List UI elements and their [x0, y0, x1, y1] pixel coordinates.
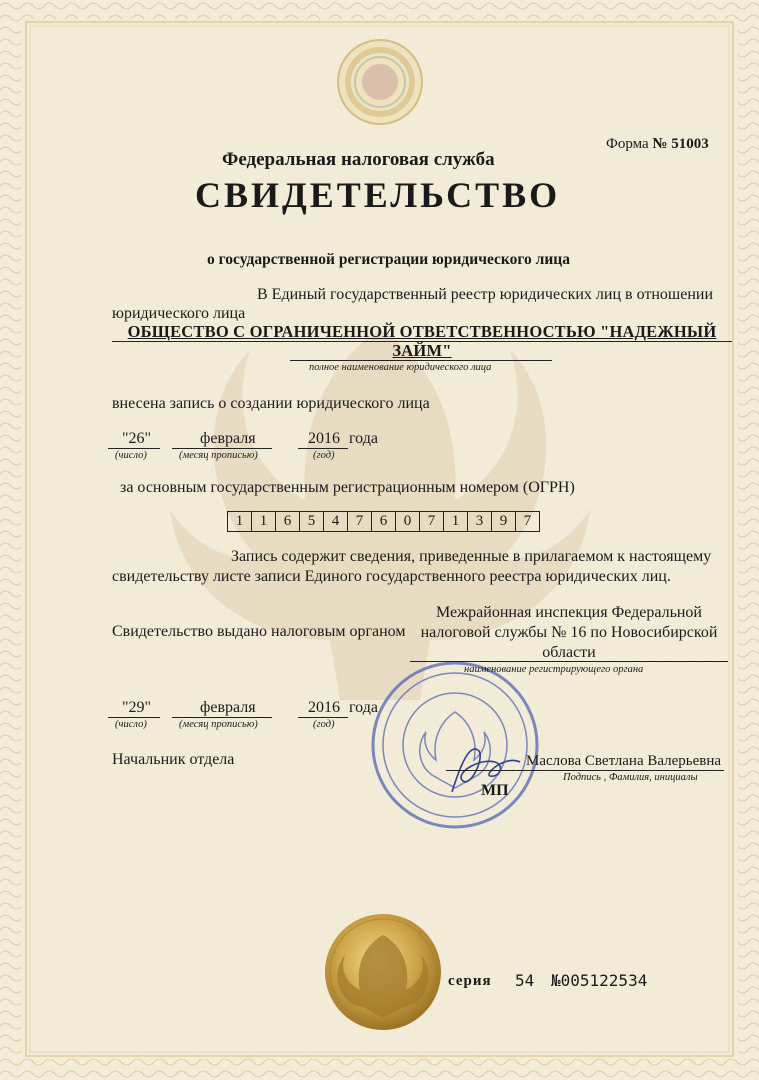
issue-month-caption: (месяц прописью) [179, 719, 258, 730]
page-title: СВИДЕТЕЛЬСТВО [195, 175, 561, 215]
form-number: № 51003 [652, 136, 709, 152]
issue-day-line [108, 717, 160, 718]
record-day-line [108, 448, 160, 449]
record-month-caption: (месяц прописью) [179, 450, 258, 461]
signature-caption: Подпись , Фамилия, инициалы [563, 772, 698, 783]
ogrn-digit: 6 [372, 512, 396, 531]
statement-line-1: Запись содержит сведения, приведенные в прилагаемом к настоящему [231, 548, 712, 565]
issue-year: 2016 [308, 699, 340, 716]
statement-line-2: свидетельству листе записи Единого государственного реестра юридических лиц. [112, 568, 671, 585]
record-year-line [298, 448, 348, 449]
organization-name: ОБЩЕСТВО С ОГРАНИЧЕННОЙ ОТВЕТСТВЕННОСТЬЮ "НАДЕЖНЫЙ ЗАЙМ" [127, 322, 717, 360]
issue-day: "29" [122, 699, 152, 716]
form-number-label [606, 136, 709, 153]
ogrn-number-grid [227, 511, 540, 532]
issue-year-word: года [349, 699, 378, 716]
ogrn-digit: 1 [444, 512, 468, 531]
ogrn-digit: 7 [523, 513, 532, 529]
record-year: 2016 [308, 430, 340, 447]
record-month: февраля [200, 430, 256, 447]
issue-month-line [172, 717, 272, 718]
stamp-place-label: МП [481, 782, 509, 799]
organization-underline-2 [290, 360, 552, 361]
issue-day-caption: (число) [115, 719, 147, 730]
ogrn-digit: 0 [396, 512, 420, 531]
ogrn-digit: 5 [300, 512, 324, 531]
ogrn-digit: 7 [348, 512, 372, 531]
issuer-label: Свидетельство выдано налоговым органом [112, 623, 406, 640]
signature-line [446, 770, 724, 771]
ogrn-digit: 9 [492, 512, 516, 531]
record-day-caption: (число) [115, 450, 147, 461]
issue-month: февраля [200, 699, 256, 716]
record-year-word: года [349, 430, 378, 447]
emblem-icon [338, 40, 422, 124]
serial-number: №005122534 [551, 971, 648, 990]
ogrn-digit: 6 [276, 512, 300, 531]
intro-line-1: В Единый государственный реестр юридических лиц в отношении [257, 286, 714, 303]
gold-seal-icon [325, 914, 441, 1030]
record-day: "26" [122, 430, 152, 447]
signer-position: Начальник отдела [112, 751, 235, 768]
issue-year-line [298, 717, 348, 718]
issuer-name: Межрайонная инспекция Федеральной налоговой службы № 16 по Новосибирской области [420, 604, 718, 661]
issue-year-caption: (год) [313, 719, 335, 730]
ogrn-label: за основным государственным регистрационным номером (ОГРН) [120, 479, 575, 496]
intro-line-2: юридического лица [112, 305, 246, 322]
ogrn-digit: 1 [252, 512, 276, 531]
agency-name: Федеральная налоговая служба [222, 149, 495, 170]
issuer-underline [410, 661, 728, 662]
signer-name: Маслова Светлана Валерьевна [526, 753, 722, 769]
ogrn-digit: 7 [420, 512, 444, 531]
organization-caption: полное наименование юридического лица [309, 362, 492, 373]
form-label: Форма [606, 136, 649, 152]
record-month-line [172, 448, 272, 449]
ogrn-digit: 4 [324, 512, 348, 531]
issuer-caption: наименование регистрирующего органа [464, 664, 644, 675]
series-number: 54 [515, 971, 535, 990]
ogrn-digit: 3 [468, 512, 492, 531]
series-label: серия [448, 973, 492, 989]
record-year-caption: (год) [313, 450, 335, 461]
record-text: внесена запись о создании юридического лица [112, 395, 430, 412]
organization-underline [112, 341, 732, 342]
ogrn-digit: 1 [228, 512, 252, 531]
page-subtitle: о государственной регистрации юридического лица [207, 251, 570, 268]
